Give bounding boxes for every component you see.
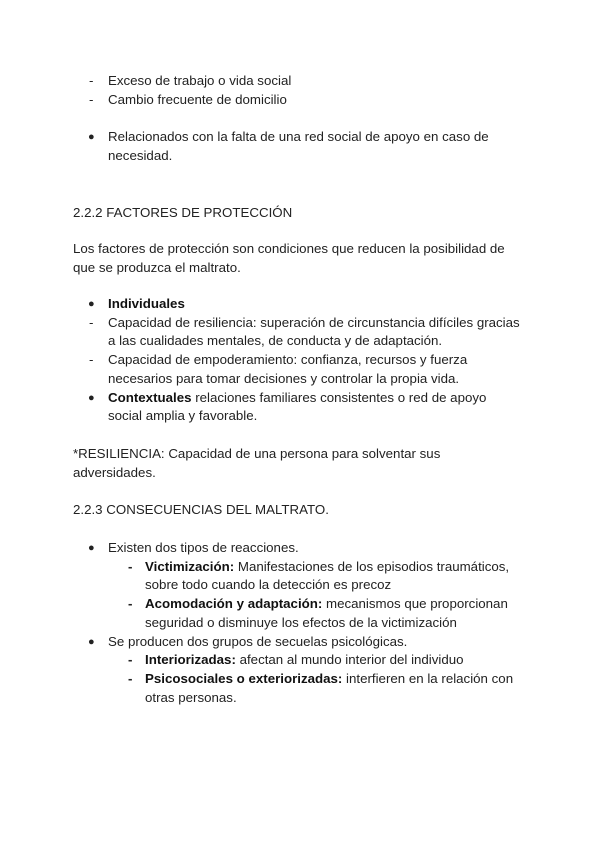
list-item <box>0 389 600 426</box>
bullet-icon: ● <box>88 391 95 404</box>
dash-marker: - <box>128 558 133 574</box>
list-item-text: Exceso de trabajo o vida social <box>108 73 292 88</box>
bullet-icon: ● <box>88 542 95 554</box>
list-item-text: Cambio frecuente de domicilio <box>108 91 287 107</box>
dash-marker: - <box>128 652 133 668</box>
dash-marker: - <box>128 670 133 686</box>
list-item-text: Capacidad de resiliencia: superación de circunstancia difíciles gracias a las cualidades mentales, de conducta y de adaptación. <box>108 314 520 349</box>
dash-marker: - <box>89 352 94 368</box>
dash-marker: - <box>89 314 94 330</box>
list-item <box>0 670 600 707</box>
list-item <box>0 295 600 314</box>
list-item-text: Relacionados con la falta de una red social de apoyo en caso de necesidad. <box>108 129 489 163</box>
term-label: Acomodación y adaptación: <box>145 596 323 612</box>
top-bullet-list <box>0 128 600 165</box>
protection-intro-paragraph: Los factores de protección son condiciones que reducen la posibilidad de que se produzca el maltrato. <box>73 241 505 275</box>
bullet-icon: ● <box>88 635 95 648</box>
list-item <box>0 314 600 351</box>
section-heading-consequences: 2.2.3 CONSECUENCIAS DEL MALTRATO. <box>73 502 329 517</box>
list-item <box>0 539 600 558</box>
list-item-text: Se producen dos grupos de secuelas psicológicas. <box>108 633 408 649</box>
list-item-text: Capacidad de empoderamiento: confianza, recursos y fuerza necesarios para tomar decisiones y controlar la propia vida. <box>108 352 468 386</box>
contextual-text: relaciones familiares consistentes o red de apoyo social amplia y favorable. <box>108 389 487 424</box>
term-description: mecanismos que proporcionan seguridad o disminuye los efectos de la victimización <box>145 596 508 630</box>
section-heading-protection: 2.2.2 FACTORES DE PROTECCIÓN <box>73 205 293 220</box>
list-item <box>0 128 600 165</box>
list-item <box>0 651 600 670</box>
term-label: Victimización: <box>145 558 235 574</box>
list-item <box>0 72 600 91</box>
term-label: Interiorizadas: <box>145 652 236 668</box>
bullet-icon: ● <box>88 131 95 143</box>
individual-label: Individuales <box>108 296 185 311</box>
dash-marker: - <box>89 91 94 107</box>
list-item <box>0 633 600 652</box>
term-description: Manifestaciones de los episodios traumáticos, sobre todo cuando la detección es precoz <box>145 558 510 593</box>
list-item <box>0 558 600 595</box>
contextual-label: Contextuales <box>108 389 192 405</box>
top-dash-list <box>0 72 600 109</box>
bullet-icon: ● <box>88 298 95 310</box>
protection-factors-list <box>0 295 600 426</box>
term-description: afectan al mundo interior del individuo <box>235 652 464 668</box>
term-label: Psicosociales o exteriorizadas: <box>145 670 343 686</box>
dash-marker: - <box>128 596 133 612</box>
list-item <box>0 91 600 110</box>
list-item <box>0 595 600 632</box>
dash-marker: - <box>89 73 94 88</box>
term-description: interfieren en la relación con otras personas. <box>145 670 514 705</box>
consequences-list <box>0 539 600 707</box>
list-item <box>0 351 600 388</box>
list-item-text: Existen dos tipos de reacciones. <box>108 540 299 555</box>
resilience-note: *RESILIENCIA: Capacidad de una persona para solventar sus adversidades. <box>73 446 441 480</box>
